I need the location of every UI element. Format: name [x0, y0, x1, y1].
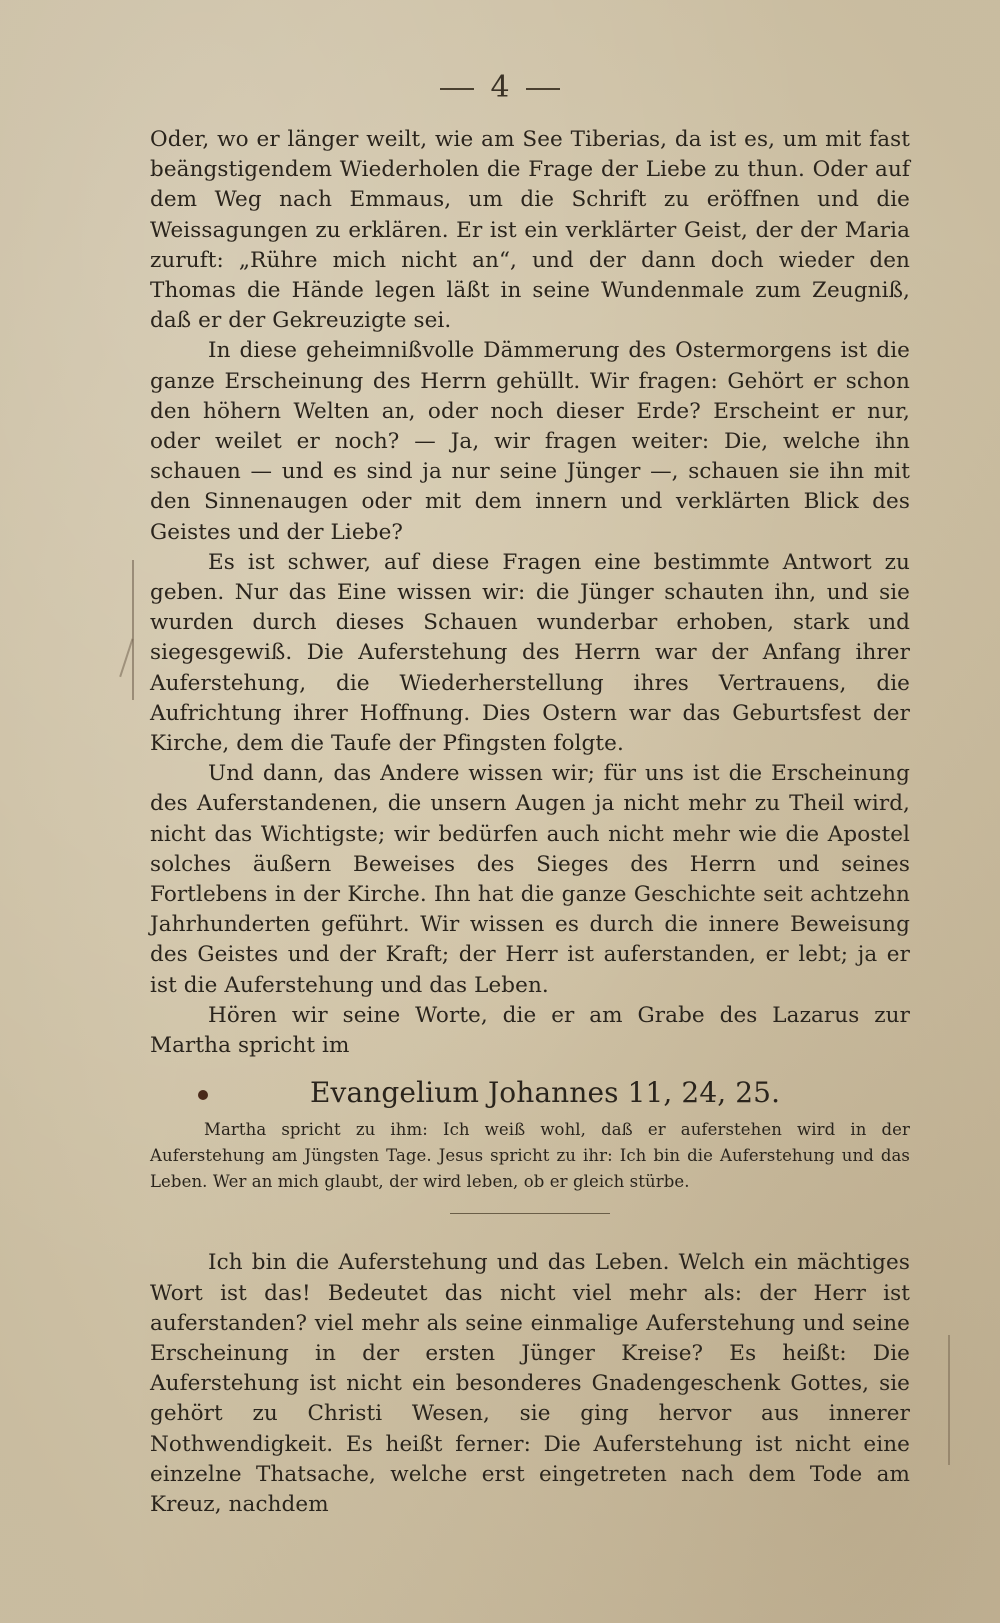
scripture-heading-text: Evangelium Johannes 11, 24, 25.	[310, 1076, 781, 1110]
ink-dot	[198, 1090, 208, 1100]
section-divider	[450, 1213, 610, 1214]
page-number	[0, 70, 1000, 105]
paragraph-3: Es ist schwer, auf diese Fragen eine bestimmte Antwort zu geben. Nur das Eine wissen wir: die Jünger schauten ihn, und sie wurden durch dieses Schauen wunderbar erhoben, stark und siegesgewiß. Die Auferstehung des Herrn war der Anfang ihrer Auferstehung, die Wiederherstellung ihres Vertrauens, die Aufrichtung ihrer Hoffnung. Dies Ostern war das Geburtsfest der Kirche, dem die Taufe der Pfingsten folgte.	[150, 549, 910, 757]
scripture-verse: Martha spricht zu ihm: Ich weiß wohl, daß er auferstehen wird in der Auferstehung am Jüngsten Tage. Jesus spricht zu ihr: Ich bin die Auferstehung und das Leben. Wer an mich glaubt, der wird leben, ob er gleich stürbe.	[150, 1120, 910, 1192]
paragraph-2: In diese geheimnißvolle Dämmerung des Ostermorgens ist die ganze Erscheinung des Herrn gehüllt. Wir fragen: Gehört er schon den höhern Welten an, oder noch dieser Erde? Erscheint er nur, oder weilet er noch? — Ja, wir fragen weiter: Die, welche ihn schauen — und es sind ja nur seine Jünger —, schauen sie ihn mit den Sinnenaugen oder mit dem innern und verklärten Blick des Geistes und der Liebe?	[150, 338, 910, 545]
paragraph-6: Ich bin die Auferstehung und das Leben. Welch ein mächtiges Wort ist das! Bedeutet das nicht viel mehr als: der Herr ist auferstanden? viel mehr als seine einmalige Auferstehung und seine Erscheinung in der ersten Jünger Kreise? Es heißt: Die Auferstehung ist nicht ein besonderes Gnadengeschenk Gottes, sie gehört zu Christi Wesen, sie ging hervor aus innerer Nothwendigkeit. Es heißt ferner: Die Auferstehung ist nicht eine einzelne Thatsache, welche erst eingetreten nach dem Tode am Kreuz, nachdem	[150, 1250, 910, 1517]
paragraph-1: Oder, wo er länger weilt, wie am See Tiberias, da ist es, um mit fast beängstigendem Wiederholen die Frage der Liebe zu thun. Oder auf dem Weg nach Emmaus, um die Schrift zu eröffnen und die Weissagungen zu erklären. Er ist ein verklärter Geist, der der Maria zuruft: „Rühre mich nicht an“, und der dann doch wieder den Thomas die Hände legen läßt in seine Wundenmale zum Zeugniß, daß er der Gekreuzigte sei.	[150, 127, 910, 334]
folio-dash-right	[526, 88, 560, 90]
body-text	[150, 125, 910, 1520]
paragraph-5: Hören wir seine Worte, die er am Grabe des Lazarus zur Martha spricht im	[150, 1002, 910, 1059]
paragraph-4: Und dann, das Andere wissen wir; für uns ist die Erscheinung des Auferstandenen, die unsern Augen ja nicht mehr zu Theil wird, nicht das Wichtigste; wir bedürfen auch nicht mehr wie die Apostel solches äußern Beweises des Sieges des Herrn und seines Fortlebens in der Kirche. Ihn hat die ganze Geschichte seit achtzehn Jahrhunderten geführt. Wir wissen es durch die innere Beweisung des Geistes und der Kraft; der Herr ist auferstanden, er lebt; ja er ist die Auferstehung und das Leben.	[150, 761, 910, 998]
scripture-heading	[150, 1073, 910, 1113]
page-number-text: 4	[490, 70, 510, 105]
folio-dash-left	[440, 88, 474, 90]
margin-pencil-mark-right	[948, 1335, 950, 1465]
